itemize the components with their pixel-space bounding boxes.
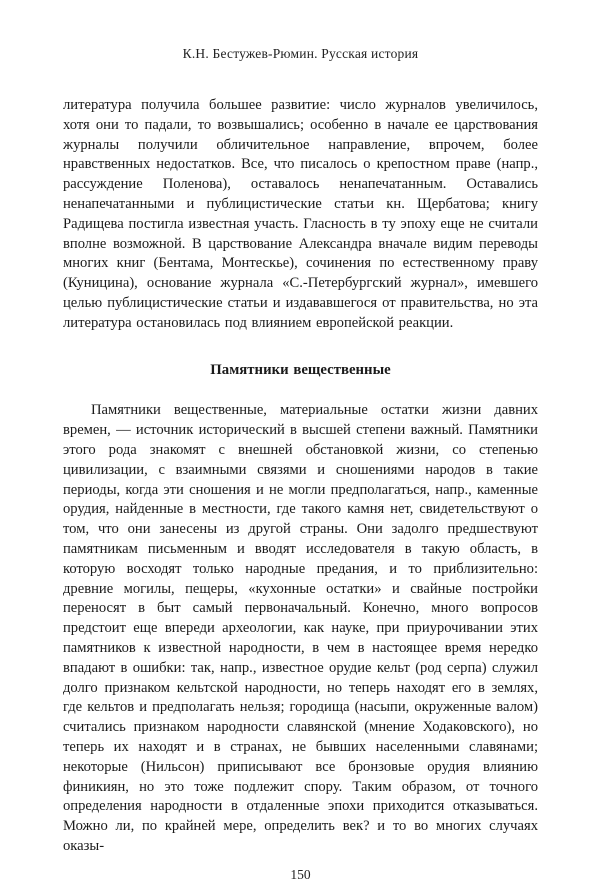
section-heading: Памятники вещественные (210, 361, 391, 378)
paragraph-continuation: литература получила большее развитие: число журналов увеличилось, хотя они то падали, то возвышались; особенно в начале ее царствования журналы получили обличительное направление, впрочем, более нравственных недостатков. Все, что писалось о крепостном праве (напр., рассуждение Поленова), оставалось ненапечатанным. Оставались ненапечатанными и публицистические статьи кн. Щербатова; книгу Радищева постигла известная участь. Гласность в ту эпоху еще не считали вполне возможной. В царствование Александра вначале видим переводы многих книг (Бентама, Монтескье), сочинения по естественному праву (Куницина), основание журнала «С.-Петербургский журнал», имевшего целью публицистические статьи и издававшегося от правительства, но эта литература остановилась под влиянием европейской реакции. (63, 97, 538, 331)
paragraph-main: Памятники вещественные, материальные остатки жизни давних времен, — источник исторический в высшей степени важный. Памятники этого рода знакомят с внешней обстановкой жизни, со степенью цивилизации, с взаимными связями и сношениями народов в такие периоды, когда эти сношения и не могли предполагаться, напр., каменные орудия, найденные в местности, где такого камня нет, свидетельствуют о том, что они занесены из другой страны. Они задолго предшествуют памятникам письменным и вводят исследователя в такую область, в которую восходят только народные предания, и то приблизительно: древние могилы, пещеры, «кухонные остатки» и свайные постройки переносят в быт самый первоначальный. Конечно, много вопросов предстоит еще впереди археологии, как науке, при приурочивании этих памятников к известной народности, в чем в настоящее время нередко впадают в ошибки: так, напр., известное орудие кельт (род серпа) служил долго признаком кельтской народности, но теперь находят его в землях, где кельтов и предполагать нельзя; городища (насыпи, окруженные валом) считались признаком народности славянской (мнение Ходаковского), но теперь их находят и в странах, не бывших населенными славянами; некоторые (Нильсон) приписывают все бронзовые орудия влиянию финикиян, но это тоже подлежит спору. Таким образом, от точного определения народности в отдаленные эпохи приходится отказываться. Можно ли, по крайней мере, определить век? и то во многих случаях оказы- (63, 402, 538, 854)
running-header: К.Н. Бестужев-Рюмин. Русская история (182, 46, 419, 61)
page-number: 150 (290, 866, 311, 882)
page-footer (63, 857, 538, 883)
page-body (63, 96, 538, 857)
